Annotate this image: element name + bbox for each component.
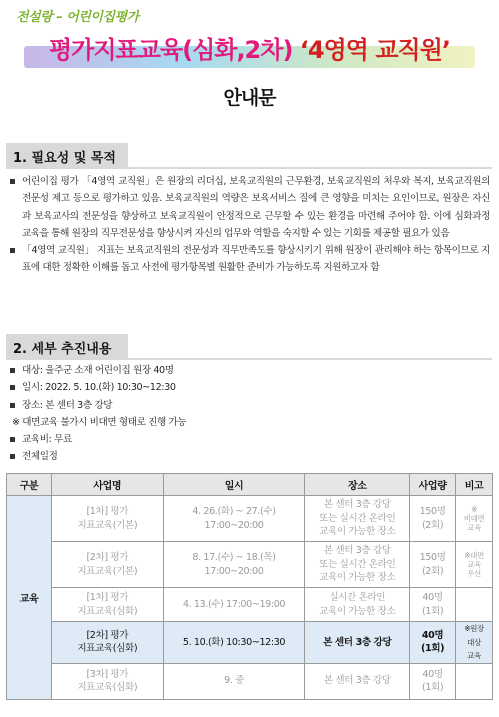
section-2-header xyxy=(6,334,492,360)
place-cell: 본 센터 3층 강당 xyxy=(305,663,410,699)
document-subtitle: 안내문 xyxy=(223,87,276,109)
quantity-cell: 150명 (2회) xyxy=(410,496,456,542)
schedule-table xyxy=(6,473,493,700)
table-row xyxy=(7,588,493,622)
note-text: ※ 대면교육 불가시 비대면 형태로 진행 가능 xyxy=(12,416,187,428)
quantity-cell: 40명 (1회) xyxy=(410,588,456,622)
place-cell: 본 센터 3층 강당 xyxy=(305,622,410,664)
remark-cell xyxy=(456,588,493,622)
program-name-cell: [1차] 평가 지표교육(기본) xyxy=(51,496,163,542)
list-item: 어린이집 평가 「4영역 교직원」은 원장의 리더십, 보육교직원의 근무환경, 보육교직원의 처우와 복지, 보육교직원의 전문성 제고 등으로 평가하고 있음. 보육교직원의 역량은 보육서비스 질에 큰 영향을 미치는 요인이므로, 원장은 자신과 보육교사의 전문성을 향상하고 보육교직원이 안정적으로 근무할 수 있는 환경을 마련해 주어야 함. 이에 심화과정 교육을 통해 원장의 직무전문성을 향상시켜 자신의 업무와 역할을 숙지할 수 있는 기회를 제공할 필요가 있음 xyxy=(10,173,490,242)
list-item: 장소: 본 센터 3층 강당 xyxy=(10,397,490,414)
bullet-icon xyxy=(10,454,15,459)
column-header: 구분 xyxy=(7,474,52,496)
list-item: 교육비: 무료 xyxy=(10,431,490,448)
date-cell: 5. 10.(화) 10:30~12:30 xyxy=(163,622,305,664)
table-header-row xyxy=(7,474,493,496)
place-cell: 본 센터 3층 강당 또는 실시간 온라인 교육이 가능한 장소 xyxy=(305,496,410,542)
list-item: 전체일정 xyxy=(10,448,490,465)
category-cell: 교육 xyxy=(7,496,52,700)
place-cell: 본 센터 3층 강당 또는 실시간 온라인 교육이 가능한 장소 xyxy=(305,542,410,588)
date-cell: 8. 17.(수) ~ 18.(목) 17:00~20:00 xyxy=(163,542,305,588)
column-header: 사업량 xyxy=(410,474,456,496)
date-cell: 4. 26.(화) ~ 27.(수) 17:00~20:00 xyxy=(163,496,305,542)
quantity-cell: 40명 (1회) xyxy=(410,663,456,699)
section-2-heading: 2. 세부 추진내용 xyxy=(13,342,112,357)
section-2-list xyxy=(10,362,490,466)
column-header: 사업명 xyxy=(51,474,163,496)
remark-cell: ※ 비대면 교육 xyxy=(456,496,493,542)
table-row xyxy=(7,496,493,542)
title-part-1: 평가지표교육(심화,2차) xyxy=(49,36,293,64)
section-1-heading: 1. 필요성 및 목적 xyxy=(13,151,116,166)
section-1-header xyxy=(6,143,492,169)
table-row xyxy=(7,542,493,588)
header-tagline: 전설랑 – 어린이집평가 xyxy=(16,10,139,25)
bullet-icon xyxy=(10,403,15,408)
quantity-cell: 150명 (2회) xyxy=(410,542,456,588)
bullet-icon xyxy=(10,248,15,253)
column-header: 일시 xyxy=(163,474,305,496)
list-item: 「4영역 교직원」 지표는 보육교직원의 전문성과 직무만족도를 향상시키기 위해 원장이 관리해야 하는 항목이므로 지표에 대한 정확한 이해를 돕고 사전에 평가항목별 원활한 준비가 가능하도록 지원하고자 함 xyxy=(10,242,490,277)
remark-cell: ※원장 대상 교육 xyxy=(456,622,493,664)
column-header: 비고 xyxy=(456,474,493,496)
program-name-cell: [3차] 평가 지표교육(심화) xyxy=(51,663,163,699)
quantity-cell: 40명 (1회) xyxy=(410,622,456,664)
date-cell: 9. 중 xyxy=(163,663,305,699)
table-row-highlighted xyxy=(7,622,493,664)
remark-cell: ※대면 교육 우선 xyxy=(456,542,493,588)
title-banner xyxy=(0,30,499,80)
bullet-icon xyxy=(10,437,15,442)
column-header: 장소 xyxy=(305,474,410,496)
list-item: 일시: 2022. 5. 10.(화) 10:30~12:30 xyxy=(10,379,490,396)
program-name-cell: [2차] 평가 지표교육(심화) xyxy=(51,622,163,664)
program-name-cell: [1차] 평가 지표교육(심화) xyxy=(51,588,163,622)
bullet-icon xyxy=(10,179,15,184)
table-row xyxy=(7,663,493,699)
title-part-2: ‘4영역 교직원’ xyxy=(299,36,450,64)
document-title xyxy=(0,30,499,65)
list-item: 대상: 울주군 소재 어린이집 원장 40명 xyxy=(10,362,490,379)
date-cell: 4. 13.(수) 17:00~19:00 xyxy=(163,588,305,622)
bullet-icon xyxy=(10,385,15,390)
remark-cell xyxy=(456,663,493,699)
place-cell: 실시간 온라인 교육이 가능한 장소 xyxy=(305,588,410,622)
program-name-cell: [2차] 평가 지표교육(기본) xyxy=(51,542,163,588)
bullet-icon xyxy=(10,368,15,373)
section-1-list xyxy=(10,173,490,277)
